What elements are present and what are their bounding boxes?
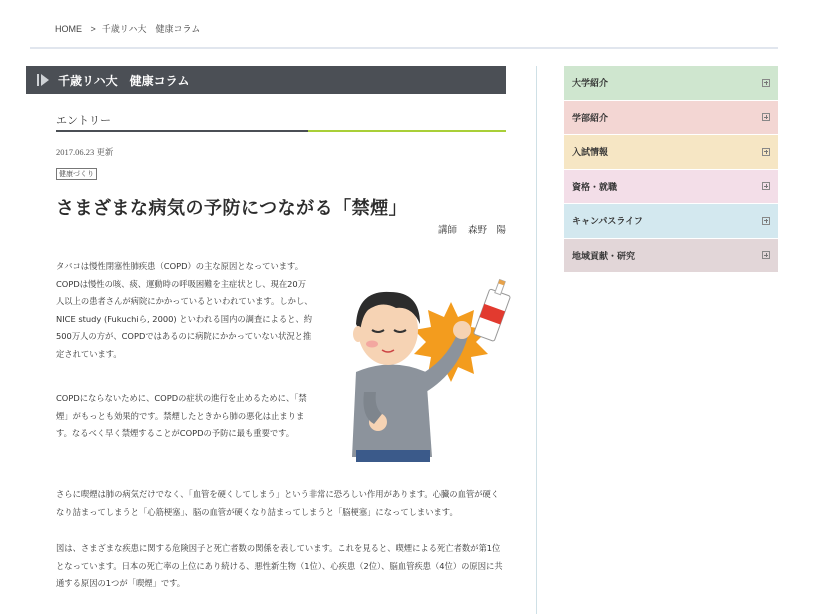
author-name: 森野 陽	[467, 225, 506, 236]
author-role: 講師	[437, 225, 457, 236]
article-paragraph-1: タバコは慢性閉塞性肺疾患（COPD）の主な原因となっています。COPDは慢性の咳、痰、運動時の呼吸困難を主症状とし、現在20万人以上の患者さんが病院にかかっているといわれています。しかし、NICE study (Fukuchiら, 2000) といわれる国内の調査によると、約500万人の方が、COPDではあるのに病院にかかっていない状況と推定されています。	[56, 261, 313, 359]
sidebar-item-label: 学部紹介	[572, 113, 609, 124]
section-title: 千歳リハ大 健康コラム	[58, 73, 190, 88]
column-divider	[536, 66, 537, 614]
sidebar-item-label: 地域貢献・研究	[572, 251, 636, 262]
breadcrumb	[55, 22, 206, 35]
sidebar-nav	[564, 66, 778, 273]
category-tag[interactable]: 健康づくり	[56, 168, 97, 180]
breadcrumb-current: 千歳リハ大 健康コラム	[101, 24, 201, 34]
sidebar-item-6[interactable]	[564, 239, 778, 274]
plus-icon[interactable]	[762, 79, 770, 87]
sidebar-item-label: 大学紹介	[572, 79, 609, 90]
article-paragraph-3: さらに喫煙は肺の病気だけでなく、「血管を硬くしてしまう」という非常に恐ろしい作用があります。心臓の血管が硬くなり詰まってしまうと「心筋梗塞」、脳の血管が硬くなり詰まってしまうと「脳梗塞」になってしまいます。	[56, 489, 500, 517]
top-divider	[30, 47, 778, 49]
sidebar-item-2[interactable]	[564, 101, 778, 136]
sidebar-item-label: 入試情報	[572, 148, 609, 159]
entry-divider	[56, 130, 506, 132]
breadcrumb-home-link[interactable]: HOME	[55, 24, 82, 34]
sidebar-item-5[interactable]	[564, 204, 778, 239]
plus-icon[interactable]	[762, 182, 770, 190]
sidebar-item-label: キャンパスライフ	[572, 217, 643, 228]
plus-icon[interactable]	[762, 217, 770, 225]
article-title: さまざまな病気の予防につながる「禁煙」	[56, 198, 408, 219]
article-paragraph-2: COPDにならないために、COPDの症状の進行を止めるために、「禁煙」がもっとも効果的です。禁煙したときから肺の悪化は止まります。なるべく早く禁煙することがCOPDの予防に最も重要です。	[56, 393, 307, 438]
sidebar-item-1[interactable]	[564, 66, 778, 101]
plus-icon[interactable]	[762, 251, 770, 259]
sidebar-item-4[interactable]	[564, 170, 778, 205]
article-date: 2017.06.23 更新	[56, 147, 114, 157]
sidebar-item-label: 資格・就職	[572, 182, 618, 193]
quit-smoking-illustration	[316, 262, 516, 462]
breadcrumb-separator: >	[90, 24, 96, 34]
plus-icon[interactable]	[762, 113, 770, 121]
main-content	[26, 66, 506, 588]
play-icon	[34, 66, 52, 94]
author-byline	[430, 222, 506, 236]
sidebar-item-3[interactable]	[564, 135, 778, 170]
plus-icon[interactable]	[762, 148, 770, 156]
article-paragraph-4: 図は、さまざまな疾患に関する危険因子と死亡者数の関係を表しています。これを見ると、喫煙による死亡者数が第1位となっています。日本の死亡率の上位にあり続ける、悪性新生物（1位）、心疾患（2位）、脳血管疾患（4位）の原因に共通する原因の1つが「喫煙」です。	[56, 543, 503, 588]
entry-heading: エントリー	[56, 114, 111, 127]
section-title-bar	[26, 66, 506, 94]
